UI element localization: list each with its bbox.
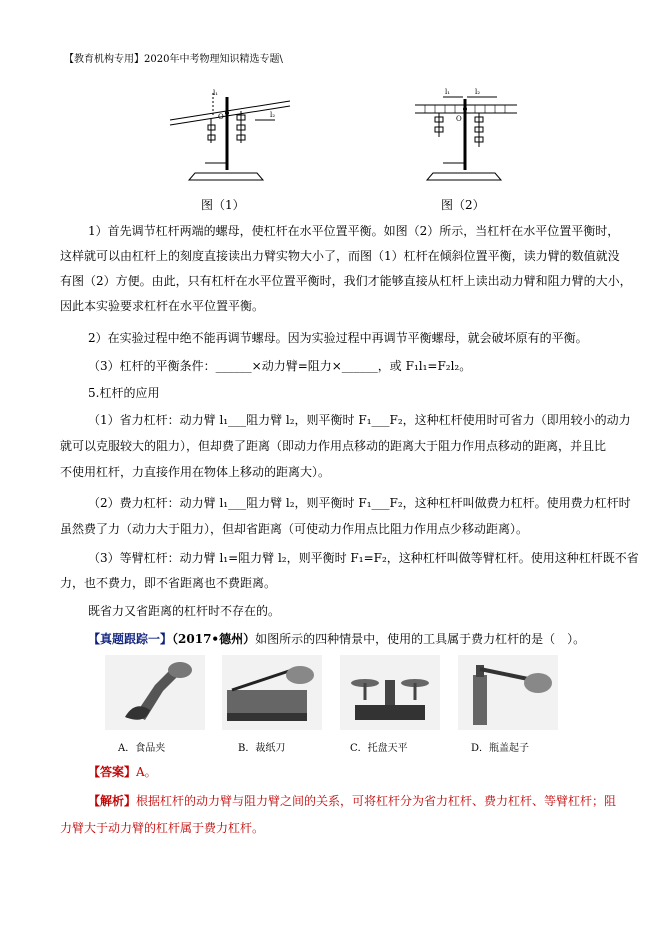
question-text: 如图所示的四种情景中，使用的工具属于费力杠杆的是（ ）。	[255, 632, 586, 646]
page-header: 【教育机构专用】2020年中考物理知识精选专题\	[64, 54, 283, 65]
question-line	[88, 632, 585, 647]
question-source: （2017•德州）	[172, 632, 256, 646]
fig2-label-l1: l₁	[445, 88, 451, 96]
para-5-line-1: （1）省力杠杆：动力臂 l₁___阻力臂 l₂，则平衡时 F₁___F₂，这种杠杆使用时可省力（即用较小的动力	[88, 413, 631, 427]
question-tag: 【真题跟踪一】	[88, 632, 173, 646]
analysis-line-1	[88, 794, 616, 809]
para-4-heading: 5.杠杆的应用	[88, 386, 160, 400]
para-1-line-4: 因此本实验要求杠杆在水平位置平衡。	[60, 299, 265, 313]
para-7-line-2: 力，也不费力，即不省距离也不费距离。	[60, 576, 277, 590]
bottle-opener-image	[458, 655, 558, 730]
option-d: D．瓶盖起子	[471, 743, 530, 754]
fig1-label-o: O	[218, 113, 224, 121]
fig1-label-l2: l₂	[270, 111, 276, 119]
para-1-line-3: 有图（2）方便。由此，只有杠杆在水平位置平衡时，我们才能够直接从杠杆上读出动力臂和阻力臂的大小，	[60, 274, 632, 288]
para-5-line-2: 就可以克服较大的阻力），但却费了距离（即动力作用点移动的距离大于阻力作用点移动的距离，并且比	[60, 439, 607, 453]
paper-cutter-image	[222, 655, 322, 730]
analysis-tag: 【解析】	[88, 794, 137, 808]
fig2-label-l2: l₂	[475, 88, 481, 96]
para-6-line-1: （2）费力杠杆：动力臂 l₁___阻力臂 l₂，则平衡时 F₁___F₂，这种杠杆叫做费力杠杆。使用费力杠杆时	[88, 496, 631, 510]
para-5-line-3: 不使用杠杆，力直接作用在物体上移动的距离大）。	[60, 465, 331, 479]
para-1-line-2: 这样就可以由杠杆上的刻度直接读出力臂实物大小了，而图（1）杠杆在倾斜位置平衡，读力臂的数值就没	[60, 249, 620, 263]
food-tongs-image	[105, 655, 205, 730]
analysis-line-2: 力臂大于动力臂的杠杆属于费力杠杆。	[60, 821, 265, 835]
para-1-line-1: 1）首先调节杠杆两端的螺母，使杠杆在水平位置平衡。如图（2）所示，当杠杆在水平位置平衡时，	[88, 224, 620, 238]
answer-line	[88, 765, 157, 780]
pan-balance-image	[340, 655, 440, 730]
answer-value: A。	[136, 765, 157, 779]
figure-1-tilted-lever	[165, 85, 295, 190]
fig2-label-o: O	[456, 115, 462, 123]
option-c: C．托盘天平	[350, 743, 408, 754]
para-6-line-2: 虽然费了力（动力大于阻力），但却省距离（可使动力作用点比阻力作用点少移动距离）。	[60, 522, 529, 536]
analysis-text-1: 根据杠杆的动力臂与阻力臂之间的关系，可将杠杆分为省力杠杆、费力杠杆、等臂杠杆；阻	[136, 794, 617, 808]
figure-2-horizontal-lever	[405, 85, 525, 190]
para-8: 既省力又省距离的杠杆时不存在的。	[88, 604, 281, 618]
para-3-balance-condition: （3）杠杆的平衡条件：______×动力臂=阻力×______，或 F₁l₁=F₂l₂。	[88, 359, 472, 373]
fig1-label-l1: l₁	[213, 89, 219, 97]
para-7-line-1: （3）等臂杠杆：动力臂 l₁=阻力臂 l₂，则平衡时 F₁=F₂，这种杠杆叫做等臂杠杆。使用这种杠杆既不省	[88, 551, 639, 565]
figure-1-caption: 图（1）	[201, 198, 245, 212]
option-b: B．裁纸刀	[238, 743, 286, 754]
option-a: A．食品夹	[118, 743, 166, 754]
para-2: 2）在实验过程中绝不能再调节螺母。因为实验过程中再调节平衡螺母，就会破坏原有的平衡。	[88, 331, 588, 345]
figure-2-caption: 图（2）	[441, 198, 485, 212]
answer-tag: 【答案】	[88, 765, 137, 779]
